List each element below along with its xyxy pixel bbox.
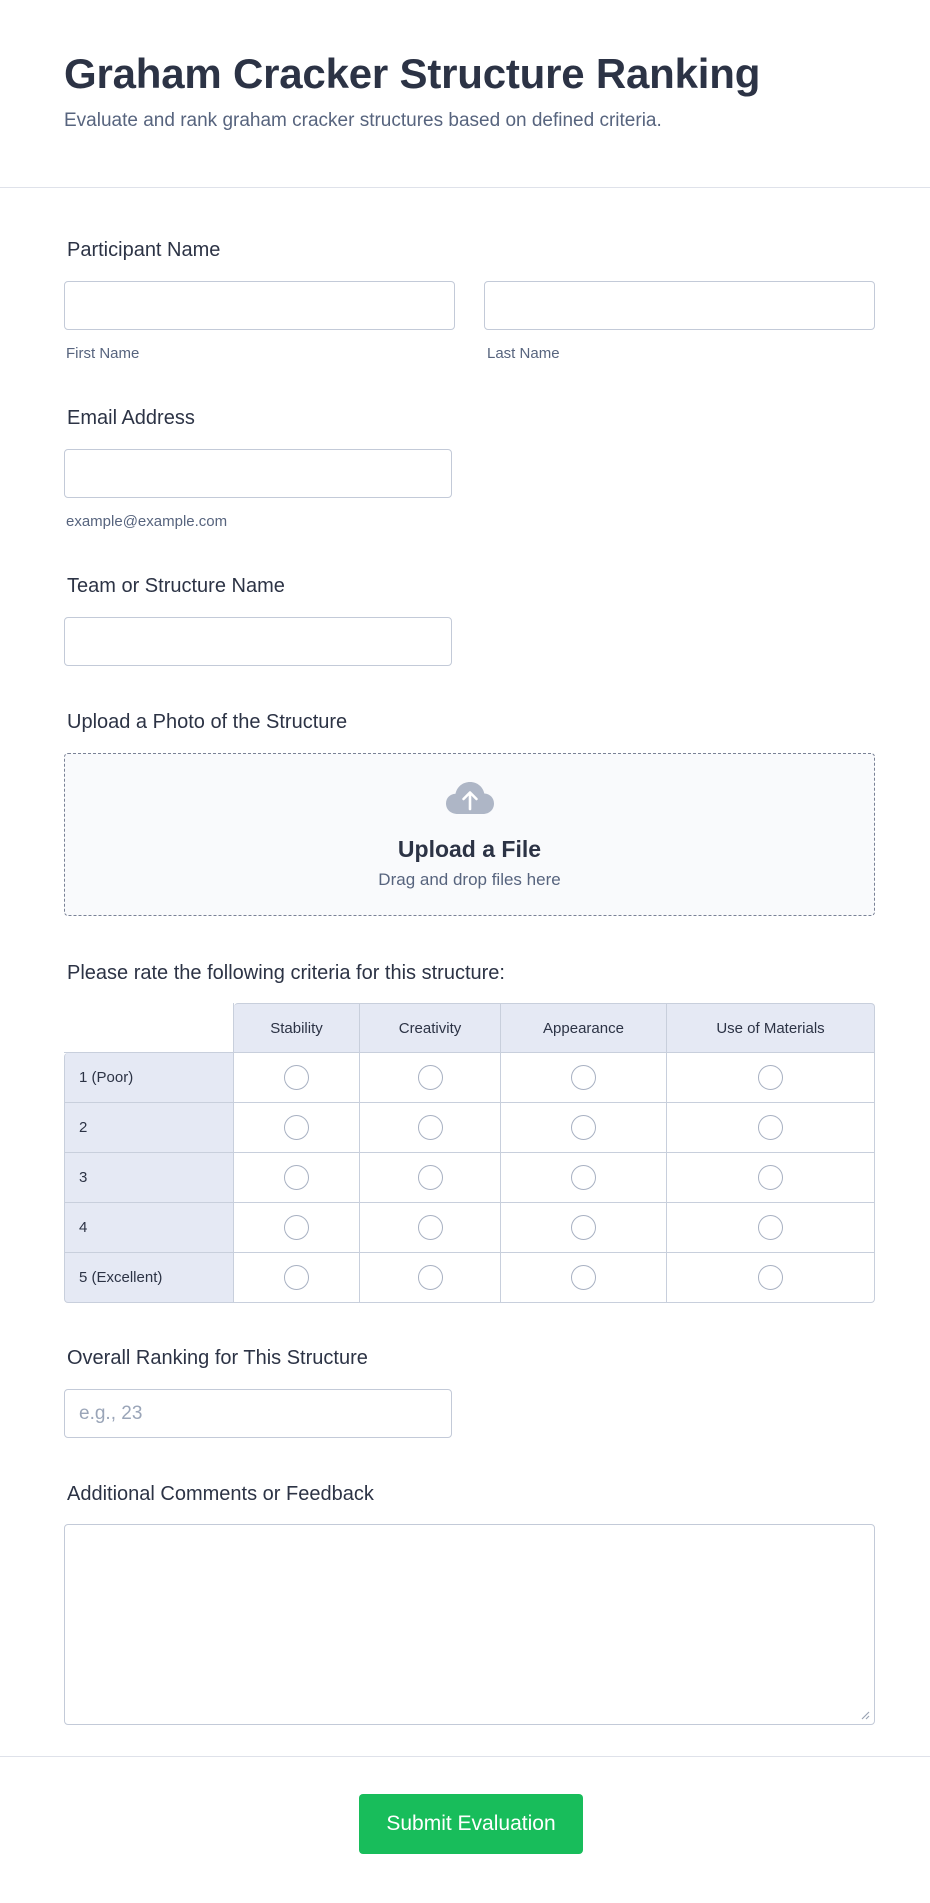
matrix-cell	[501, 1203, 667, 1253]
upload-subtitle: Drag and drop files here	[378, 870, 561, 889]
matrix-row-label: 5 (Excellent)	[64, 1253, 234, 1303]
matrix-cell	[667, 1053, 875, 1103]
team-name-input[interactable]	[64, 617, 452, 666]
first-name-sublabel: First Name	[66, 345, 140, 362]
rating-radio[interactable]	[571, 1265, 596, 1290]
matrix-column-header: Creativity	[360, 1003, 501, 1053]
rating-radio[interactable]	[418, 1115, 443, 1140]
rating-label: Please rate the following criteria for this structure:	[67, 962, 505, 984]
upload-title: Upload a File	[397, 836, 542, 862]
matrix-cell	[501, 1153, 667, 1203]
matrix-row-label: 4	[64, 1203, 234, 1253]
matrix-row-label: 3	[64, 1153, 234, 1203]
matrix-row-label: 1 (Poor)	[64, 1053, 234, 1103]
ranking-input[interactable]	[64, 1389, 452, 1438]
rating-radio[interactable]	[284, 1265, 309, 1290]
rating-radio[interactable]	[571, 1165, 596, 1190]
rating-radio[interactable]	[284, 1165, 309, 1190]
email-sublabel: example@example.com	[66, 513, 228, 530]
form-subtitle: Evaluate and rank graham cracker structures based on defined criteria.	[64, 110, 662, 131]
form-header	[0, 0, 930, 188]
comments-textarea[interactable]	[64, 1524, 875, 1725]
matrix-cell	[360, 1253, 501, 1303]
matrix-cell	[360, 1103, 501, 1153]
matrix-cell	[501, 1253, 667, 1303]
rating-radio[interactable]	[418, 1165, 443, 1190]
rating-radio[interactable]	[758, 1065, 783, 1090]
rating-radio[interactable]	[571, 1215, 596, 1240]
rating-radio[interactable]	[758, 1215, 783, 1240]
participant-name-label: Participant Name	[67, 239, 221, 261]
matrix-row	[64, 1103, 875, 1153]
matrix-column-header: Appearance	[501, 1003, 667, 1053]
first-name-input[interactable]	[64, 281, 455, 330]
matrix-header-row	[64, 1003, 875, 1053]
email-input[interactable]	[64, 449, 452, 498]
rating-radio[interactable]	[418, 1065, 443, 1090]
upload-label: Upload a Photo of the Structure	[67, 711, 348, 733]
matrix-cell	[360, 1053, 501, 1103]
matrix-cell	[501, 1053, 667, 1103]
matrix-row-label: 2	[64, 1103, 234, 1153]
rating-radio[interactable]	[758, 1115, 783, 1140]
matrix-cell	[234, 1103, 360, 1153]
last-name-sublabel: Last Name	[487, 345, 560, 362]
matrix-cell	[234, 1253, 360, 1303]
rating-radio[interactable]	[571, 1115, 596, 1140]
matrix-cell	[667, 1253, 875, 1303]
team-name-label: Team or Structure Name	[67, 575, 285, 597]
matrix-row	[64, 1253, 875, 1303]
matrix-corner	[64, 1003, 234, 1053]
ranking-label: Overall Ranking for This Structure	[67, 1347, 368, 1369]
rating-radio[interactable]	[284, 1115, 309, 1140]
rating-radio[interactable]	[418, 1265, 443, 1290]
matrix-cell	[360, 1203, 501, 1253]
file-upload-dropzone[interactable]	[64, 753, 875, 916]
matrix-row	[64, 1203, 875, 1253]
rating-radio[interactable]	[758, 1165, 783, 1190]
matrix-cell	[667, 1153, 875, 1203]
footer-divider	[0, 1756, 930, 1757]
form-title: Graham Cracker Structure Ranking	[64, 50, 761, 97]
rating-radio[interactable]	[284, 1065, 309, 1090]
matrix-cell	[667, 1103, 875, 1153]
rating-radio[interactable]	[758, 1265, 783, 1290]
comments-label: Additional Comments or Feedback	[67, 1483, 374, 1505]
last-name-input[interactable]	[484, 281, 875, 330]
matrix-column-header: Stability	[234, 1003, 360, 1053]
resize-grip-icon[interactable]	[858, 1708, 870, 1720]
email-label: Email Address	[67, 407, 195, 429]
matrix-cell	[667, 1203, 875, 1253]
rating-matrix	[64, 1003, 875, 1303]
matrix-cell	[501, 1103, 667, 1153]
matrix-cell	[360, 1153, 501, 1203]
rating-radio[interactable]	[284, 1215, 309, 1240]
submit-button[interactable]: Submit Evaluation	[359, 1794, 583, 1854]
rating-radio[interactable]	[418, 1215, 443, 1240]
matrix-row	[64, 1053, 875, 1103]
matrix-cell	[234, 1053, 360, 1103]
matrix-cell	[234, 1153, 360, 1203]
matrix-row	[64, 1153, 875, 1203]
rating-radio[interactable]	[571, 1065, 596, 1090]
matrix-cell	[234, 1203, 360, 1253]
cloud-upload-icon	[445, 780, 495, 816]
matrix-column-header: Use of Materials	[667, 1003, 875, 1053]
